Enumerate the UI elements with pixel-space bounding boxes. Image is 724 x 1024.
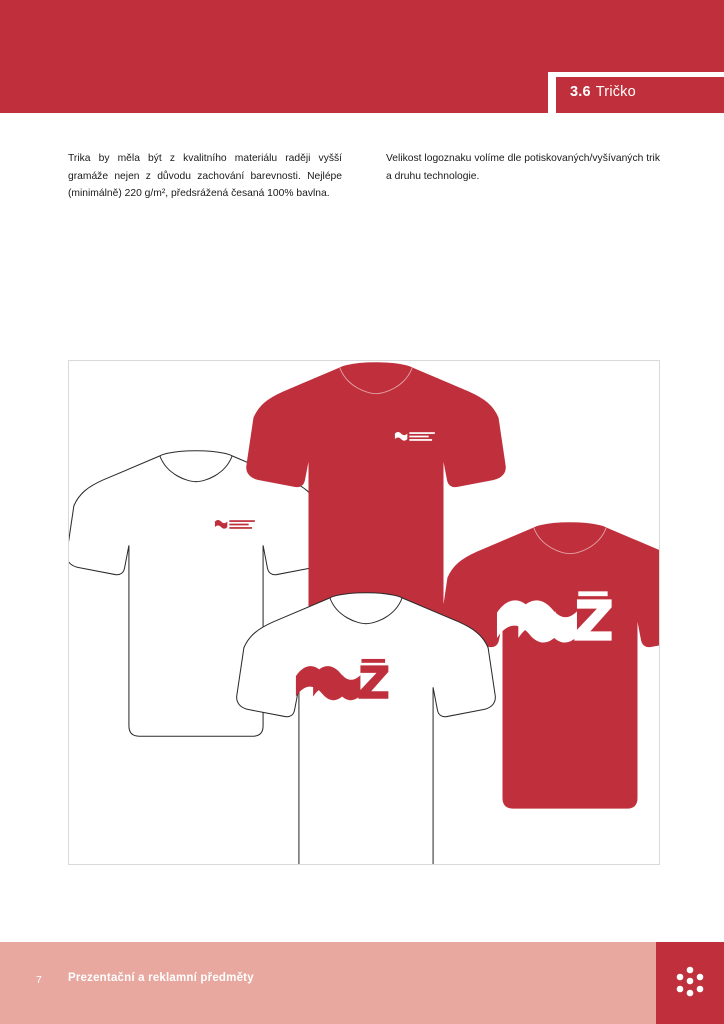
header-tag-notch	[548, 72, 556, 113]
section-number: 3.6	[570, 84, 591, 100]
section-title: Tričko	[595, 84, 636, 100]
illustration-frame	[68, 360, 660, 865]
section-tag	[556, 77, 680, 107]
tshirt-white-front	[237, 593, 496, 865]
tshirt-illustration	[69, 361, 660, 865]
sz-dots-logo	[669, 962, 711, 1004]
footer-logo-box	[656, 942, 724, 1024]
body-text	[68, 150, 660, 203]
footer-title: Prezentační a reklamní předměty	[68, 972, 254, 984]
paragraph-right: Velikost logoznaku volíme dle potiskovaných/vyšívaných trik a druhu technologie.	[386, 153, 660, 182]
paragraph-left: Trika by měla být z kvalitního materiálu raději vyšší gramáže nejen z důvodu zachování barevnosti. Nejlépe (minimálně) 220 g/m², předsrážená česaná 100% bavlna.	[68, 153, 342, 200]
page-number: 7	[36, 974, 42, 986]
page-footer	[0, 942, 724, 1024]
